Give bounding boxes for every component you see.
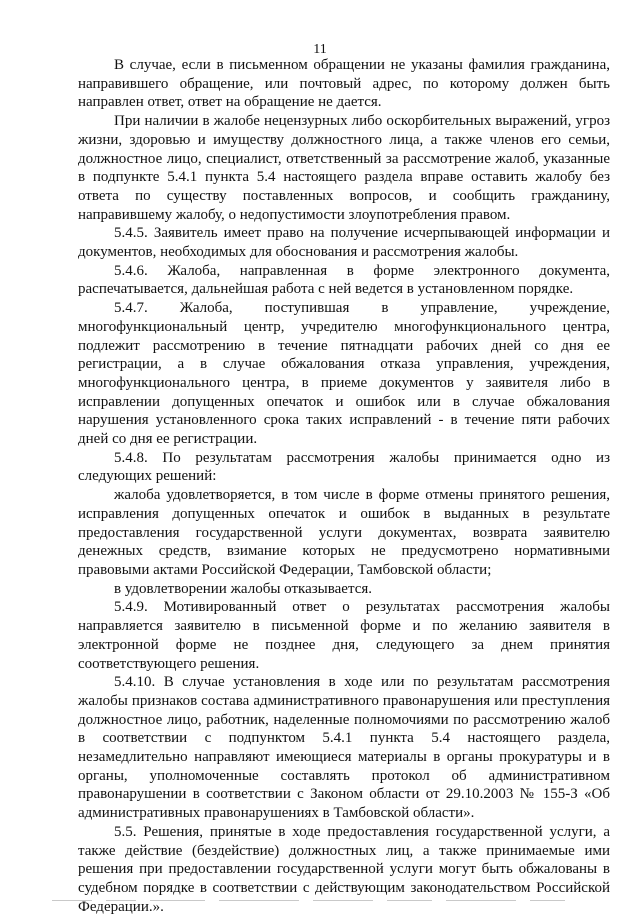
- clause-5-5: 5.5. Решения, принятые в ходе предоставления государственной услуги, а также действие (бездействие) должностных лиц, а также принимаемые ими решения при предоставлении государственной услуги могут быть обжалованы в судебном порядке в соответствии с действующим законодательством Российской Федерации.».: [78, 823, 610, 915]
- clause-5-4-5: 5.4.5. Заявитель имеет право на получение исчерпывающей информации и документов, необходимых для обоснования и рассмотрения жалобы.: [78, 225, 610, 261]
- paragraph-no-surname: В случае, если в письменном обращении не указаны фамилия гражданина, направившего обращение, или почтовый адрес, по которому должен быть направлен ответ, ответ на обращение не дается.: [78, 57, 610, 111]
- decision-complaint-satisfied: жалоба удовлетворяется, в том числе в форме отмены принятого решения, исправления допущенных опечаток и ошибок в выданных в результате предоставления государственной услуги документах, возврата заявителю денежных средств, взимание которых не предусмотрено нормативными правовыми актами Российской Федерации, Тамбовской области;: [78, 487, 610, 578]
- clause-5-4-8: 5.4.8. По результатам рассмотрения жалобы принимается одно из следующих решений:: [78, 449, 610, 485]
- decision-complaint-refused: в удовлетворении жалобы отказывается.: [114, 580, 372, 597]
- clause-5-4-6: 5.4.6. Жалоба, направленная в форме электронного документа, распечатывается, дальнейшая работа с ней ведется в установленном порядке.: [78, 262, 610, 298]
- paragraph-offensive-language: При наличии в жалобе нецензурных либо оскорбительных выражений, угроз жизни, здоровью и имуществу должностного лица, а также членов его семьи, должностное лицо, специалист, ответственный за рассмотрение жалоб, указанные в подпункте 5.4.1 пункта 5.4 настоящего раздела вправе оставить жалобу без ответа по существу поставленных вопросов, и сообщить гражданину, направившему жалобу, о недопустимости злоупотребления правом.: [78, 113, 610, 223]
- scan-footer-marks: [52, 893, 600, 901]
- clause-5-4-7: 5.4.7. Жалоба, поступившая в управление, учреждение, многофункциональный центр, учредителю многофункционального центра, подлежит рассмотрению в течение пятнадцати рабочих дней со дня ее регистрации, а в случае обжалования отказа управления, учреждения, многофункционального центра, в приеме документов у заявителя либо в исправлении допущенных опечаток и ошибок или в случае обжалования нарушения установленного срока таких исправлений - в течение пяти рабочих дней со дня ее регистрации.: [78, 300, 610, 448]
- document-body: [78, 56, 610, 916]
- clause-5-4-9: 5.4.9. Мотивированный ответ о результатах рассмотрения жалобы направляется заявителю в письменной форме и по желанию заявителя в электронной форме не позднее дня, следующего за днем принятия соответствующего решения.: [78, 599, 610, 672]
- clause-5-4-10: 5.4.10. В случае установления в ходе или по результатам рассмотрения жалобы признаков состава административного правонарушения или преступления должностное лицо, работник, наделенные полномочиями по рассмотрению жалоб в соответствии с подпунктом 5.4.1 пункта 5.4 настоящего раздела, незамедлительно направляют имеющиеся материалы в органы прокуратуры и в органы, уполномоченные составлять протокол об административном правонарушении в соответствии с Законом области от 29.10.2003 № 155-З «Об административных правонарушениях в Тамбовской области».: [78, 674, 610, 822]
- page-number: 11: [313, 42, 327, 57]
